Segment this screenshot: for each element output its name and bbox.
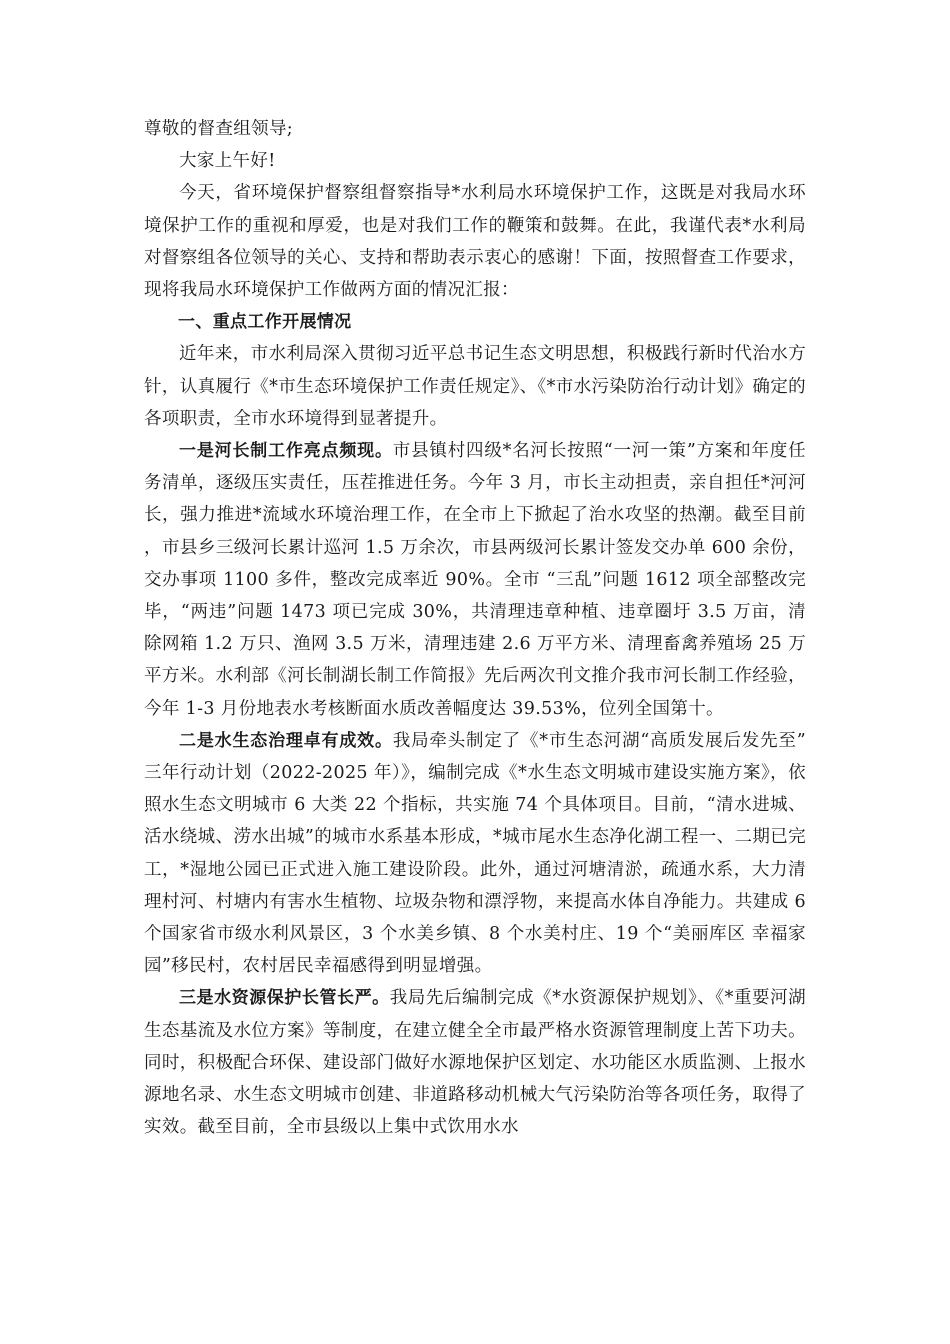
section-intro-paragraph: 近年来，市水利局深入贯彻习近平总书记生态文明思想，积极践行新时代治水方针，认真履行《*市生态环境保护工作责任规定》、《*市水污染防治行动计划》确定的各项职责，全市水环境得到显著提升。 <box>144 344 806 429</box>
point-2-paragraph <box>144 725 806 983</box>
salutation: 尊敬的督查组领导; <box>144 119 294 139</box>
point-1-paragraph <box>144 435 806 725</box>
point-3-text: 我局先后编制完成《*水资源保护规划》、《*重要河湖生态基流及水位方案》等制度，在建立健全全市最严格水资源管理制度上苦下功夫。同时，积极配合环保、建设部门做好水源地保护区划定、水功能区水质监测、上报水源地名录、水生态文明城市创建、非道路移动机械大气污染防治等各项任务，取得了实效。截至目前，全市县级以上集中式饮用水水 <box>144 988 806 1138</box>
point-3-lead: 三是水资源保护长管长严。 <box>179 988 390 1009</box>
point-2-text: 我局牵头制定了《*市生态河湖“高质发展后发先至”三年行动计划（2022-2025 年）》，编制完成《*水生态文明城市建设实施方案》，依照水生态文明城市 6 大类 22 个指标，共实施 74 个具体项目。目前，“清水进城、活水绕城、涝水出城”的城市水系基本形成，*城市尾水生态净化湖工程一、二期已完工，*湿地公园已正式进入施工建设阶段。此外，通过河塘清淤，疏通水系，大力清理村河、村塘内有害水生植物、垃圾杂物和漂浮物，来提高水体自净能力。共建成 6 个国家省市级水利风景区，3 个水美乡镇、8 个水美村庄、19 个“美丽库区 幸福家园”移民村，农村居民幸福感得到明显增强。 <box>144 730 807 977</box>
point-3-paragraph <box>144 982 806 1143</box>
section-heading: 一、重点工作开展情况 <box>178 312 352 333</box>
point-1-lead: 一是河长制工作亮点频现。 <box>179 441 393 462</box>
point-1-text: 市县镇村四级*名河长按照“一河一策”方案和年度任务清单，逐级压实责任，压茬推进任务。今年 3 月，市长主动担责，亲自担任*河河长，强力推进*流域水环境治理工作，在全市上下掀起了治水攻坚的热潮。截至目前，市县乡三级河长累计巡河 1.5 万余次，市县两级河长累计签发交办单 600 余份，交办事项 1100 多件，整改完成率近 90%。全市 “三乱”问题 1612 项全部整改完毕，“两违”问题 1473 项已完成 30%，共清理违章种植、违章圈圩 3.5 万亩，清除网箱 1.2 万只、渔网 3.5 万米，清理违建 2.6 万平方米、清理畜禽养殖场 25 万平方米。水利部《河长制湖长制工作简报》先后两次刊文推介我市河长制工作经验，今年 1-3 月份地表水考核断面水质改善幅度达 39.53%，位列全国第十。 <box>144 441 807 719</box>
greeting: 大家上午好! <box>179 151 276 172</box>
document-body <box>144 113 806 1144</box>
intro-paragraph: 今天，省环境保护督察组督察指导*水利局水环境保护工作，这既是对我局水环境保护工作的重视和厚爱，也是对我们工作的鞭策和鼓舞。在此，我谨代表*水利局对督察组各位领导的关心、支持和帮助表示衷心的感谢！下面，按照督查工作要求，现将我局水环境保护工作做两方面的情况汇报： <box>144 183 806 301</box>
point-2-lead: 二是水生态治理卓有成效。 <box>179 730 393 751</box>
